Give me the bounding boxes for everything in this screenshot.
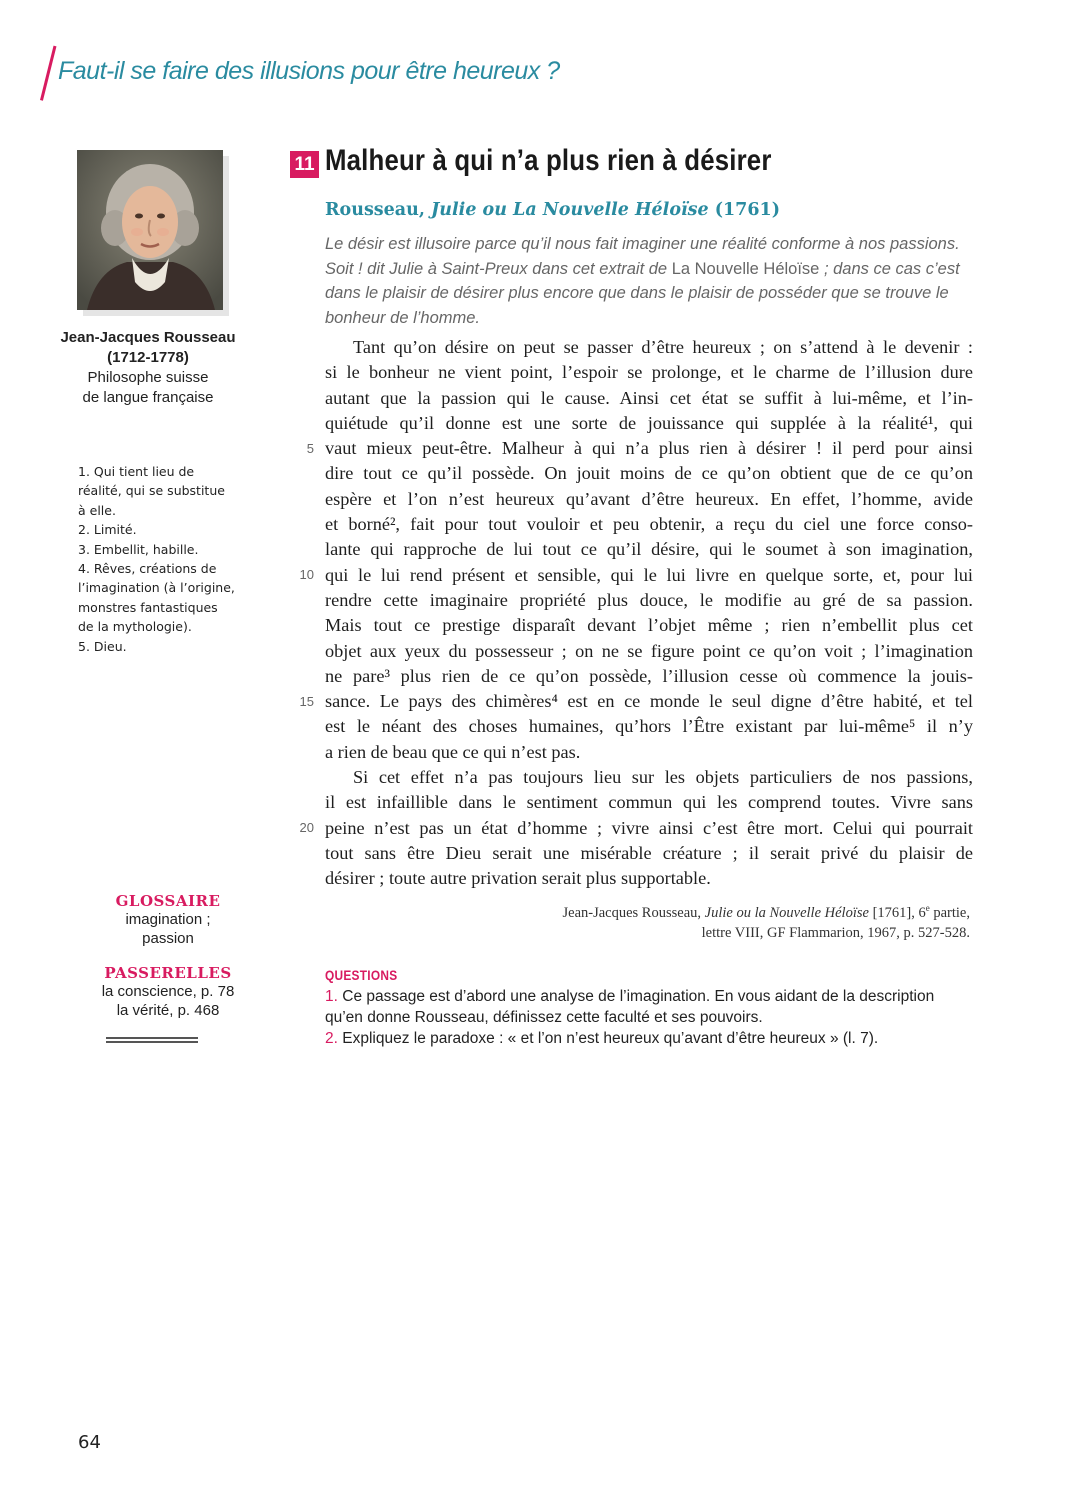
text-line: dire tout ce qu’il possède. On jouit moins de ce qu’on obtient que de ce qu’on: [325, 463, 973, 484]
text-line: espère et l’on n’est heureux qu’avant d’être heureux. En effet, l’homme, avide: [325, 488, 973, 509]
line-number: 10: [299, 567, 314, 582]
text-line: Mais tout ce prestige disparaît devant l’objet même ; rien n’embellit plus cet: [325, 615, 973, 636]
text-line: rendre cette imaginaire propriété plus douce, le modifie au gré de sa passion.: [325, 589, 973, 610]
text-line: autant que la passion qui le cause. Ainsi cet état se suffit à lui-même, et l’in-: [325, 387, 973, 408]
citation: [470, 903, 970, 943]
footnote-line: à elle.: [78, 502, 116, 518]
author-name: Jean-Jacques Rousseau: [60, 329, 236, 346]
citation-line-2: lettre VIII, GF Flammarion, 1967, p. 527-528.: [701, 925, 970, 941]
author-description-1: Philosophe suisse: [87, 369, 209, 386]
text-line: quiétude qu’il donne est une sorte de jouissance qui supplée à la réalité¹, qui: [325, 412, 973, 433]
text-line: si le bonheur ne vient point, l’espoir se prolonge, et le charme de l’illusion dure: [325, 362, 973, 383]
author-portrait: [77, 150, 223, 310]
text-line: a rien de beau que ce qui n’est pas.: [325, 741, 581, 762]
citation-line-1: [470, 903, 970, 923]
intro-paragraph: [325, 232, 975, 330]
citation-work: Julie ou la Nouvelle Héloïse: [704, 905, 869, 921]
source-author: Rousseau,: [325, 200, 432, 220]
passerelles-link-conscience[interactable]: la conscience, p. 78: [101, 983, 235, 1000]
text-line: ne pare³ plus rien de ce qu’on possède, l’illusion cesse où commence la jouis-: [325, 665, 973, 686]
questions-block: [325, 965, 965, 1049]
footnote-line: monstres fantastiques: [78, 599, 218, 615]
question-1-number: 1.: [325, 988, 338, 1005]
main-text: [325, 335, 973, 892]
question-2-number: 2.: [325, 1030, 338, 1047]
text-line: Tant qu’on désire on peut se passer d’être heureux ; on s’attend à le devenir :: [353, 337, 973, 357]
glossary-heading: GLOSSAIRE: [115, 892, 221, 910]
footnote-line: l’imagination (à l’origine,: [78, 580, 235, 596]
footnote-line: 3. Embellit, habille.: [78, 541, 199, 557]
text-line: sance. Le pays des chimères⁴ est en ce monde le seul digne d’être habité, et tel: [325, 691, 973, 712]
footnotes: [78, 462, 238, 656]
section-number-badge: 11: [290, 151, 319, 178]
text-line: et borné², fait pour tout vouloir et peu obtenir, a reçu du ciel une force conso-: [325, 514, 973, 535]
author-dates: (1712-1778): [107, 349, 189, 366]
text-line: qui le lui rend présent et sensible, qui le lui livre en quelque sorte, et, pour lui: [325, 564, 973, 585]
glossary-box: [100, 892, 236, 948]
footnote-line: 1. Qui tient lieu de: [78, 464, 195, 479]
citation-sup: e: [925, 903, 930, 914]
divider-rule: [106, 1037, 198, 1043]
section-title: Malheur à qui n’a plus rien à désirer: [325, 144, 772, 177]
author-description-2: de langue française: [82, 389, 214, 406]
text-line: tout sans être Dieu serait une misérable créature ; il serait privé du plaisir de: [325, 842, 973, 863]
source-line: [325, 200, 780, 220]
questions-heading: QUESTIONS: [325, 967, 398, 983]
glossary-items: imagination ; passion: [125, 911, 211, 947]
citation-author: Jean-Jacques Rousseau,: [562, 905, 705, 921]
line-number: 15: [299, 694, 314, 709]
footnote-line: 4. Rêves, créations de: [78, 561, 217, 577]
text-line: peine n’est pas un état d’homme ; vivre ainsi c’est être mort. Celui qui pourrait: [325, 817, 973, 838]
chapter-header-title: Faut-il se faire des illusions pour être heureux ?: [58, 57, 560, 85]
citation-year: [1761], 6: [868, 905, 926, 921]
line-number: 5: [306, 441, 314, 456]
text-line: vaut mieux peut-être. Malheur à qui n’a plus rien à désirer ! il perd pour ainsi: [325, 438, 973, 459]
text-line: objet aux yeux du possesseur ; on ne se figure point ce qu’on voit ; l’imagination: [325, 640, 973, 661]
page-number: 64: [78, 1432, 101, 1453]
portrait-illustration: [77, 150, 223, 310]
intro-part-1: Le désir est illusoire parce qu’il nous fait imaginer une réalité conforme à nos passions. Soit ! dit Julie à Saint-Preux dans cet extrait de: [325, 235, 960, 278]
passerelles-box: [100, 964, 236, 1020]
footnote-line: de la mythologie).: [78, 619, 192, 635]
question-2-text: Expliquez le paradoxe : « et l’on n’est heureux qu’avant d’être heureux » (l. 7).: [337, 1030, 879, 1047]
author-info: [60, 328, 236, 408]
footnote-line: réalité, qui se substitue: [78, 483, 225, 499]
question-1: [325, 986, 965, 1028]
text-line: il est infaillible dans le sentiment commun qui les comprend toutes. Vivre sans: [325, 792, 973, 813]
text-line: est le néant des choses humaines, qu’hors l’Être existant par lui-même⁵ il n’y: [325, 716, 973, 737]
footnote-line: 2. Limité.: [78, 522, 137, 538]
text-line: lante qui rapproche de lui tout ce qu’il désire, qui le soumet à son imagination,: [325, 539, 973, 560]
citation-part: partie,: [929, 905, 970, 921]
source-year: (1761): [708, 200, 780, 220]
source-work: Julie ou La Nouvelle Héloïse: [431, 200, 709, 220]
text-line: Si cet effet n’a pas toujours lieu sur les objets particuliers de nos passions,: [353, 767, 973, 788]
header-slash: [40, 46, 56, 101]
question-1-text: Ce passage est d’abord une analyse de l’imagination. En vous aidant de la description qu’en donne Rousseau, définissez cette faculté et ses pouvoirs.: [325, 988, 935, 1026]
intro-work: La Nouvelle Héloïse: [671, 259, 820, 278]
text-line: désirer ; toute autre privation serait plus supportable.: [325, 868, 711, 889]
line-number: 20: [299, 820, 314, 835]
passerelles-link-verite[interactable]: la vérité, p. 468: [116, 1002, 220, 1019]
passerelles-heading: PASSERELLES: [104, 964, 232, 982]
footnote-line: 5. Dieu.: [78, 638, 127, 654]
intro-part-2: ; dans ce cas c’est dans le plaisir de désirer plus encore que dans le plaisir de posséder que se trouve le bonheur de l’homme.: [325, 259, 960, 327]
question-2: [325, 1028, 965, 1049]
